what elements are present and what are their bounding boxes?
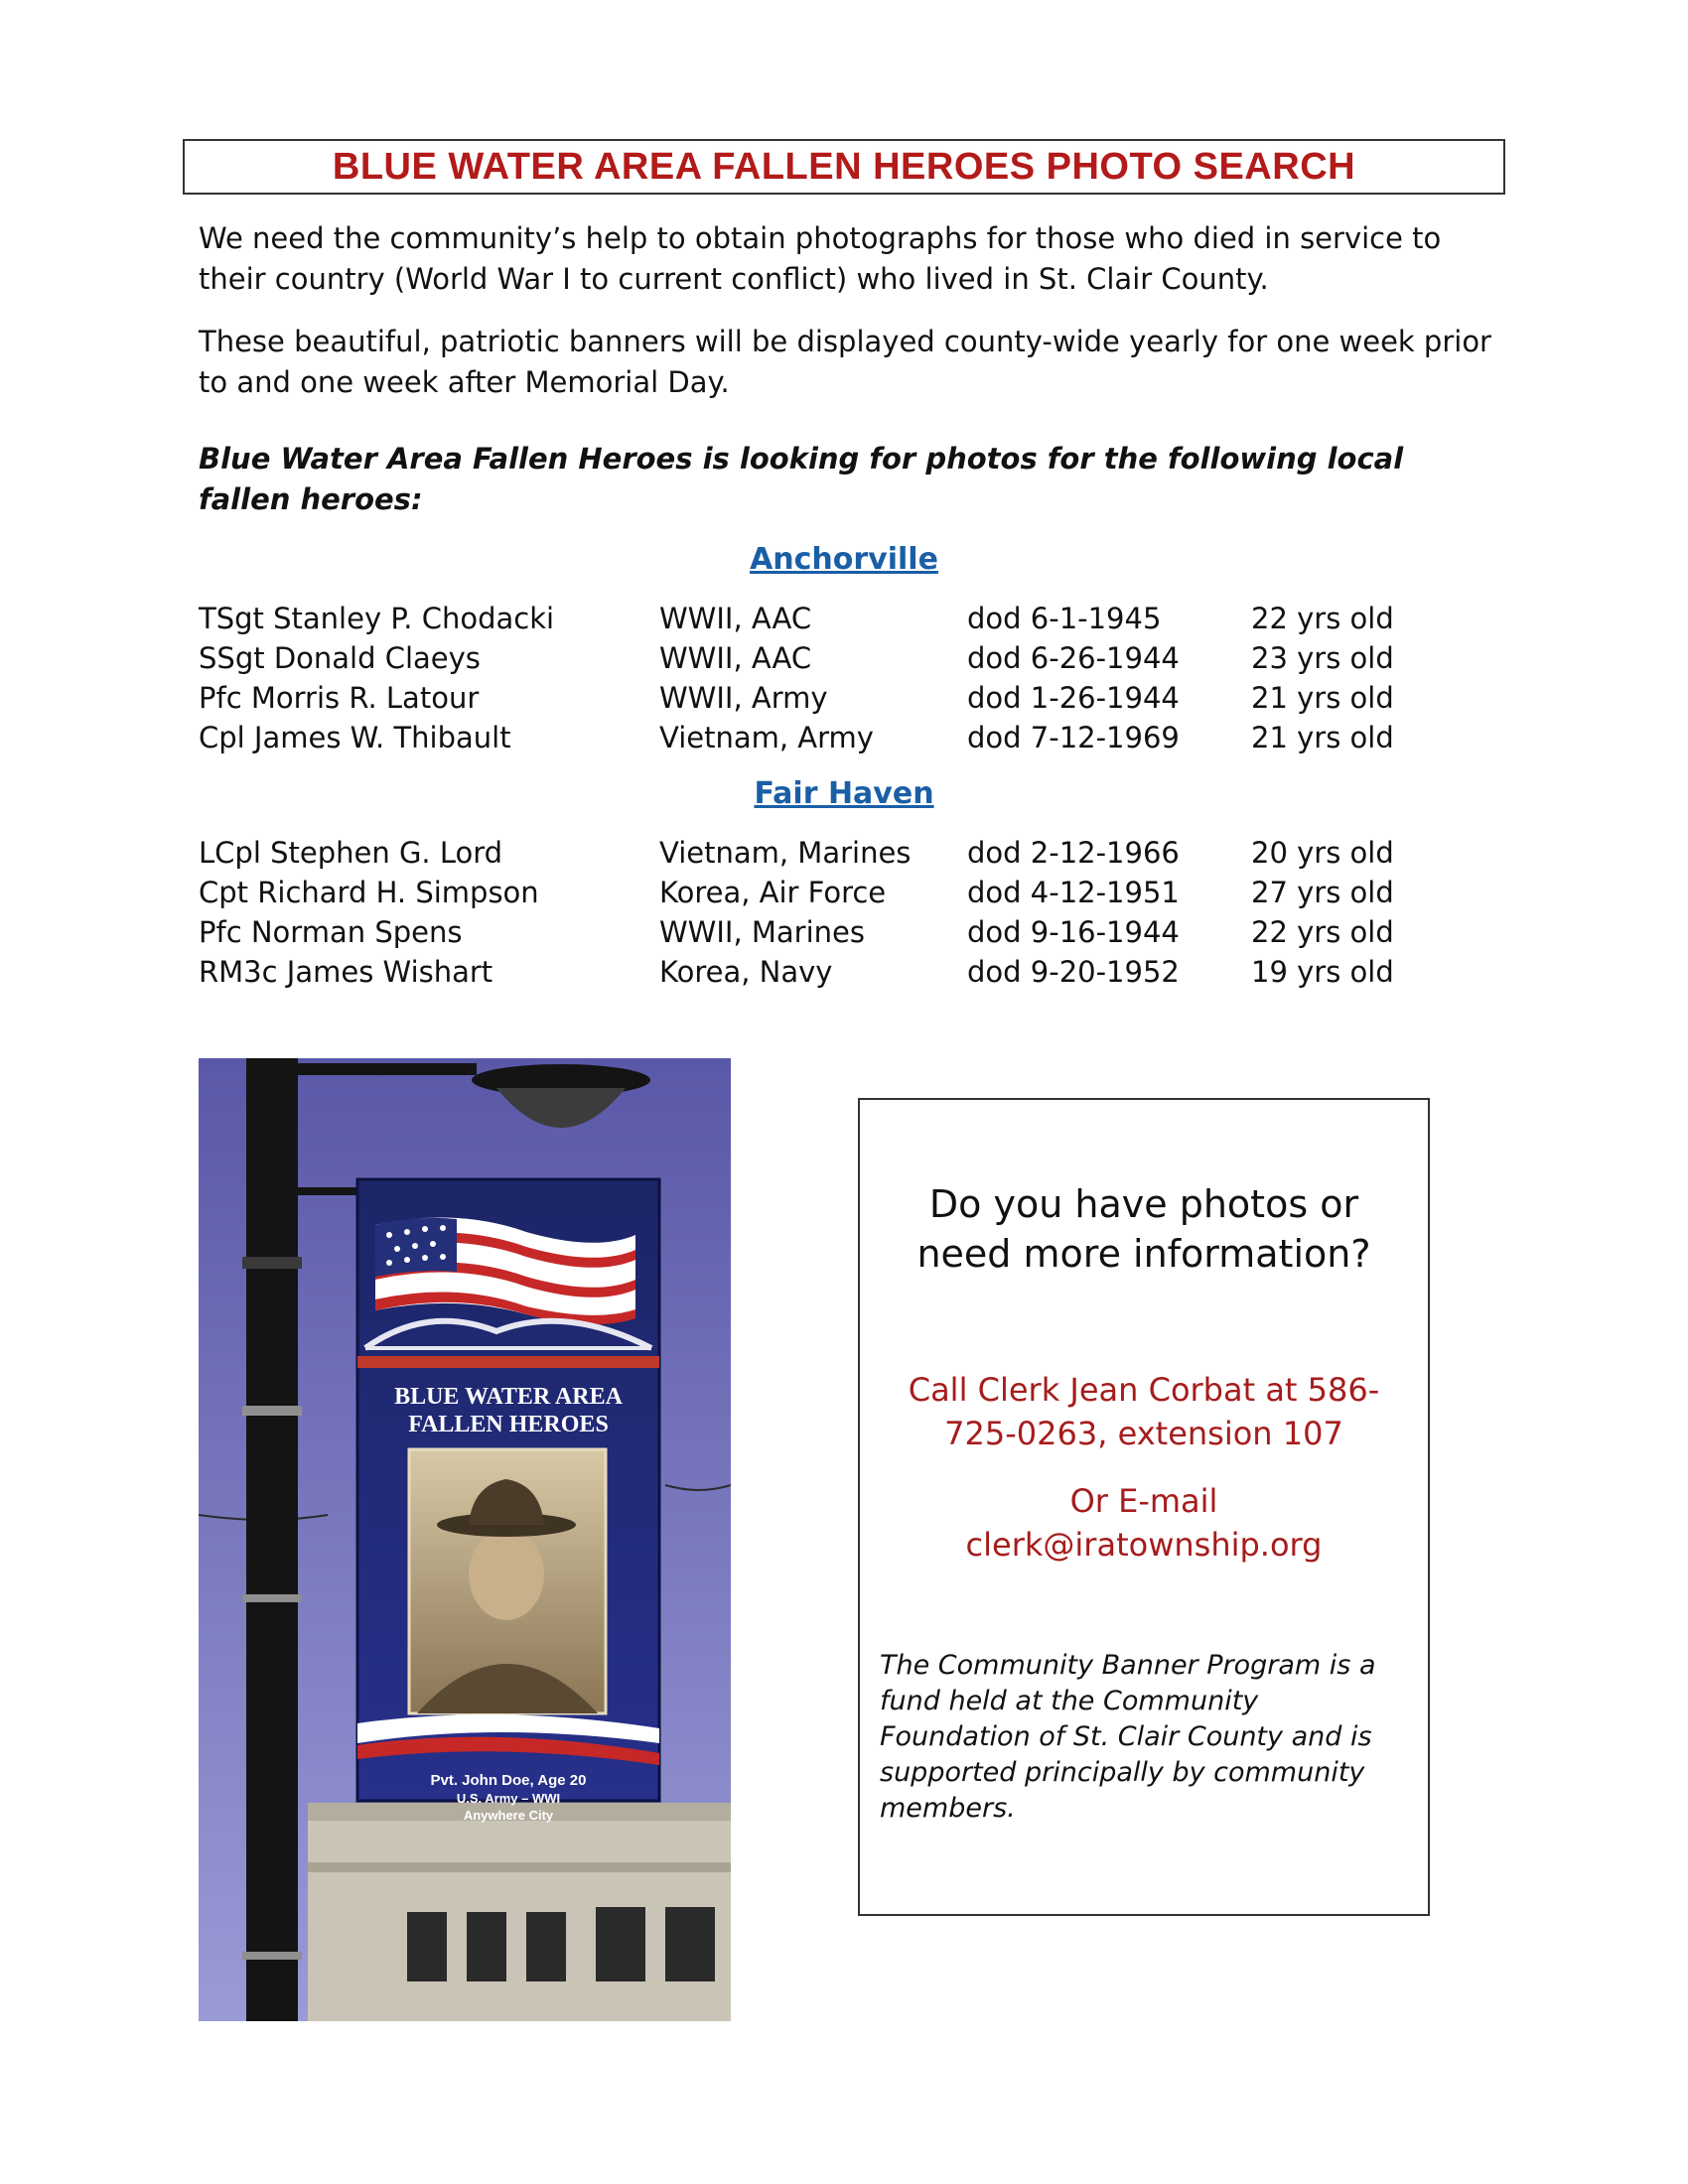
table-row (199, 836, 1489, 876)
section-heading-anchorville[interactable]: Anchorville (750, 542, 938, 577)
hero-dod: dod 4-12-1951 (967, 876, 1180, 909)
banner-heading-line1: BLUE WATER AREA (394, 1384, 623, 1410)
lead-paragraph: Blue Water Area Fallen Heroes is looking for photos for the following local fallen heroes: (199, 442, 1404, 516)
hero-dod: dod 1-26-1944 (967, 681, 1180, 715)
table-row (199, 955, 1489, 995)
hero-name: Cpt Richard H. Simpson (199, 876, 539, 909)
table-row (199, 641, 1489, 681)
intro-paragraph-1: We need the community’s help to obtain photographs for those who died in service to their country (World War I to current conflict) who lived in St. Clair County. (199, 221, 1442, 296)
hero-age: 23 yrs old (1251, 641, 1394, 675)
hero-age: 22 yrs old (1251, 602, 1394, 635)
table-row (199, 876, 1489, 915)
hero-service: WWII, AAC (659, 641, 812, 675)
contact-info-box (858, 1098, 1430, 1916)
hero-name: Pfc Norman Spens (199, 915, 463, 949)
building (308, 1803, 731, 2021)
banner-illustration (199, 1058, 731, 2021)
banner-heading-line2: FALLEN HEROES (408, 1412, 609, 1437)
hero-age: 21 yrs old (1251, 681, 1394, 715)
page-title: BLUE WATER AREA FALLEN HEROES PHOTO SEARCH (332, 145, 1356, 188)
email-label: Or E-mail (1069, 1482, 1218, 1520)
intro-paragraph-2: These beautiful, patriotic banners will be displayed county-wide yearly for one week prior to and one week after Memorial Day. (199, 325, 1491, 399)
hero-age: 22 yrs old (1251, 915, 1394, 949)
program-note: The Community Banner Program is a fund held at the Community Foundation of St. Clair County and is supported principally by community members. (880, 1650, 1376, 1824)
hero-age: 27 yrs old (1251, 876, 1394, 909)
banner-caption-line3: Anywhere City (463, 1808, 554, 1823)
section-heading-fair-haven[interactable]: Fair Haven (754, 776, 934, 811)
hero-service: Vietnam, Marines (659, 836, 912, 870)
banner-photo (199, 1058, 731, 2021)
hero-dod: dod 9-16-1944 (967, 915, 1180, 949)
hero-dod: dod 6-26-1944 (967, 641, 1180, 675)
hero-service: Korea, Air Force (659, 876, 887, 909)
table-row (199, 721, 1489, 760)
hero-service: WWII, Army (659, 681, 828, 715)
email-link[interactable]: clerk@iratownship.org (965, 1526, 1323, 1564)
hero-dod: dod 2-12-1966 (967, 836, 1180, 870)
table-row (199, 681, 1489, 721)
hero-service: Korea, Navy (659, 955, 833, 989)
hero-dod: dod 6-1-1945 (967, 602, 1162, 635)
hero-name: TSgt Stanley P. Chodacki (199, 602, 555, 635)
hero-age: 21 yrs old (1251, 721, 1394, 754)
call-clerk-text: Call Clerk Jean Corbat at 586-725-0263, extension 107 (908, 1371, 1380, 1452)
title-box (183, 139, 1505, 195)
banner-caption-line1: Pvt. John Doe, Age 20 (430, 1772, 587, 1789)
hero-name: LCpl Stephen G. Lord (199, 836, 503, 870)
memorial-banner (357, 1179, 659, 1823)
hero-service: WWII, AAC (659, 602, 812, 635)
table-row (199, 915, 1489, 955)
hero-name: Cpl James W. Thibault (199, 721, 511, 754)
soldier-portrait (409, 1449, 606, 1713)
hero-dod: dod 9-20-1952 (967, 955, 1180, 989)
hero-name: SSgt Donald Claeys (199, 641, 481, 675)
hero-age: 20 yrs old (1251, 836, 1394, 870)
banner-caption-line2: U.S. Army – WWI (456, 1791, 561, 1806)
hero-name: Pfc Morris R. Latour (199, 681, 480, 715)
hero-service: Vietnam, Army (659, 721, 874, 754)
question-text: Do you have photos or need more information? (916, 1182, 1371, 1276)
table-row (199, 602, 1489, 641)
hero-service: WWII, Marines (659, 915, 865, 949)
roster-fair-haven (199, 836, 1489, 995)
hero-dod: dod 7-12-1969 (967, 721, 1180, 754)
hero-name: RM3c James Wishart (199, 955, 493, 989)
roster-anchorville (199, 602, 1489, 760)
hero-age: 19 yrs old (1251, 955, 1394, 989)
